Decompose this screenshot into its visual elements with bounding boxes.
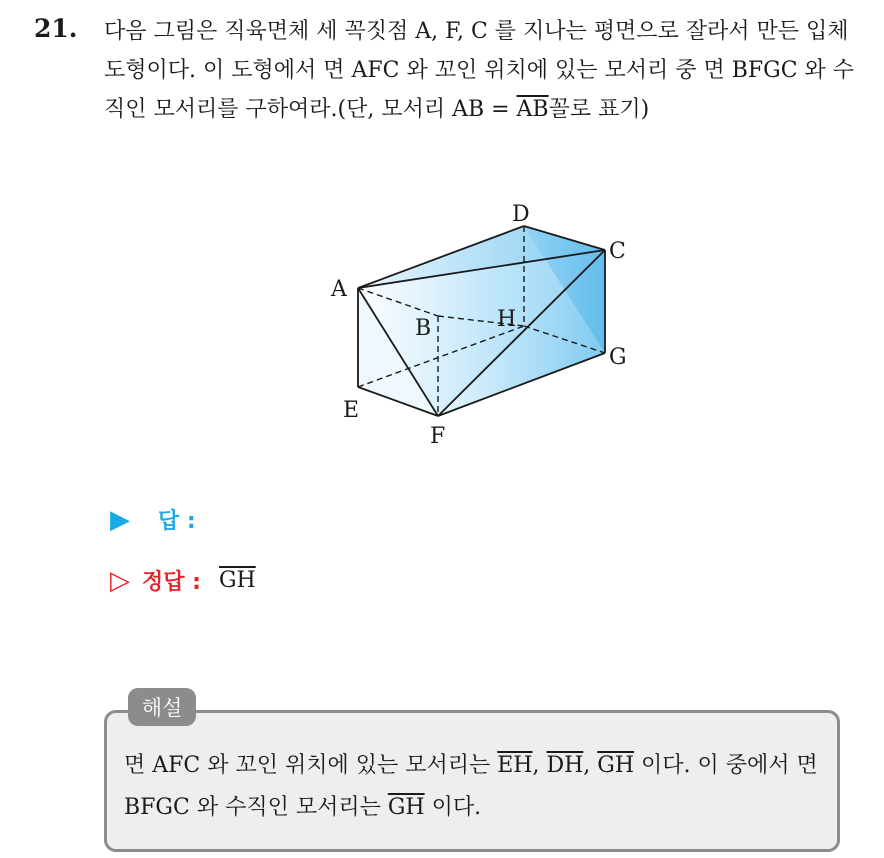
answer-row [110, 504, 196, 535]
explanation-text-3: 이다. [424, 795, 482, 820]
answer-label: 답 : [158, 509, 196, 534]
explanation-text-1: 면 AFC 와 꼬인 위치에 있는 모서리는 [124, 753, 498, 778]
overline-eh: $\overline{EH}$ [497, 753, 533, 778]
question-text-part2: 꼴로 표기) [548, 97, 650, 122]
label-c: C [609, 239, 626, 264]
explanation-text-2: 이다. 이 중에서 면 BFGC 와 수직인 모서리는 [124, 753, 818, 820]
label-b: B [415, 316, 432, 341]
question-text [104, 12, 864, 129]
overline-gh-2: $\overline{GH}$ [387, 795, 425, 820]
outline-play-icon: ▷ [110, 565, 130, 596]
correct-answer-row [110, 565, 256, 596]
label-f: F [430, 424, 446, 449]
correct-answer-value: $\overline{GH}$ [218, 568, 256, 593]
label-d: D [512, 202, 530, 227]
label-h: H [497, 307, 517, 332]
label-a: A [331, 277, 347, 302]
label-e: E [343, 398, 360, 423]
play-icon: ▶ [110, 504, 130, 535]
label-g: G [609, 345, 627, 370]
overline-dh: $\overline{DH}$ [546, 753, 584, 778]
explanation-tag: 해설 [128, 688, 196, 726]
explanation-sep-1: , [532, 753, 547, 778]
correct-answer-label: 정답 : [142, 570, 201, 595]
explanation-sep-2: , [583, 753, 598, 778]
overline-segment-ab: $\overline{AB}$ [516, 97, 549, 122]
question-text-part1: 다음 그림은 직육면체 세 꼭짓점 A, F, C 를 지나는 평면으로 잘라서 만든 입체 도형이다. 이 도형에서 면 AFC 와 꼬인 위치에 있는 모서리 중 면 BFGC 와 수직인 모서리를 구하여라.(단, 모서리 AB = [104, 19, 855, 122]
explanation-text [124, 745, 830, 829]
solid-figure [325, 195, 655, 455]
question-number: 21. [34, 14, 78, 43]
overline-gh: $\overline{GH}$ [597, 753, 635, 778]
